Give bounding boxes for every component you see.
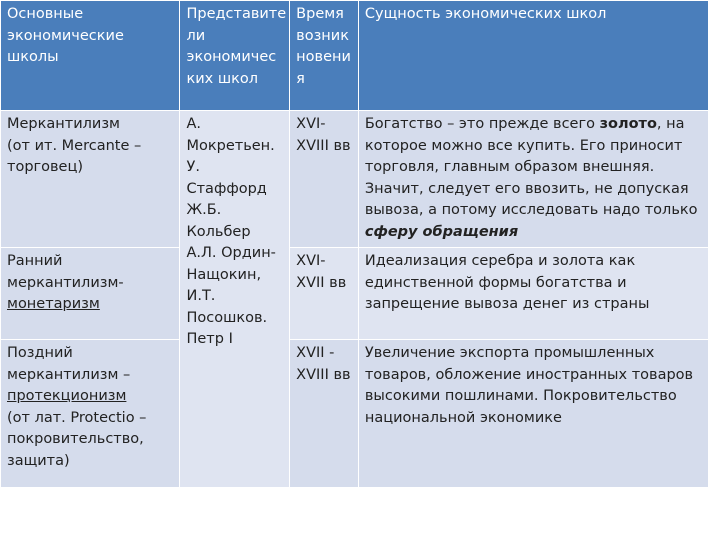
table-row-early-mercantilism: [1, 248, 709, 340]
school-line-2: меркантилизм-: [7, 274, 124, 291]
essence-bold-gold: золото: [599, 116, 657, 132]
cell-time-mercantilism: XVI- XVIII вв: [290, 111, 359, 248]
cell-essence-late-mercantilism: Увеличение экспорта промышленных товаров, обложение иностранных товаров высокими пошлинами. Покровительство национальной экономике: [358, 340, 708, 488]
school-line-3: (от лат. Protectio – покровительство, защита): [7, 409, 147, 469]
header-representatives: Представите ли экономичес ких школ: [180, 1, 290, 111]
table-row-late-mercantilism: [1, 340, 709, 488]
school-term-protectionism: протекционизм: [7, 388, 127, 404]
school-line-1: Ранний: [7, 253, 63, 269]
cell-school-late-mercantilism: [1, 340, 180, 488]
cell-school-early-mercantilism: [1, 248, 180, 340]
table-header-row: [1, 1, 709, 111]
essence-bold-italic-sphere: сферу обращения: [364, 223, 519, 240]
essence-text-2: , на которое можно все купить. Его приносит торговля, главным образом внешняя. Значит, следует его ввозить, не допуская вывоза, а потому исследовать надо только: [364, 116, 698, 218]
header-schools: Основные экономические школы: [1, 1, 180, 111]
cell-essence-mercantilism: [358, 111, 708, 248]
cell-time-late-mercantilism: XVII - XVIII вв: [290, 340, 359, 488]
cell-school-mercantilism: Меркантилизм (от ит. Mercante – торговец): [1, 111, 180, 248]
cell-representatives: А. Мокретьен. У. Стаффорд Ж.Б. Кольбер А.Л. Ордин- Нащокин, И.Т. Посошков. Петр I: [180, 111, 290, 488]
table-row-mercantilism: [1, 111, 709, 248]
cell-essence-early-mercantilism: Идеализация серебра и золота как единственной формы богатства и запрещение вывоза денег из страны: [358, 248, 708, 340]
school-line-1: Поздний меркантилизм –: [7, 345, 131, 383]
school-term-monetarism: монетаризм: [7, 296, 100, 312]
essence-text-1: Богатство – это прежде всего: [364, 116, 600, 132]
cell-time-early-mercantilism: XVI- XVII вв: [290, 248, 359, 340]
header-essence: Сущность экономических школ: [358, 1, 708, 111]
header-time: Время возник новени я: [290, 1, 359, 111]
